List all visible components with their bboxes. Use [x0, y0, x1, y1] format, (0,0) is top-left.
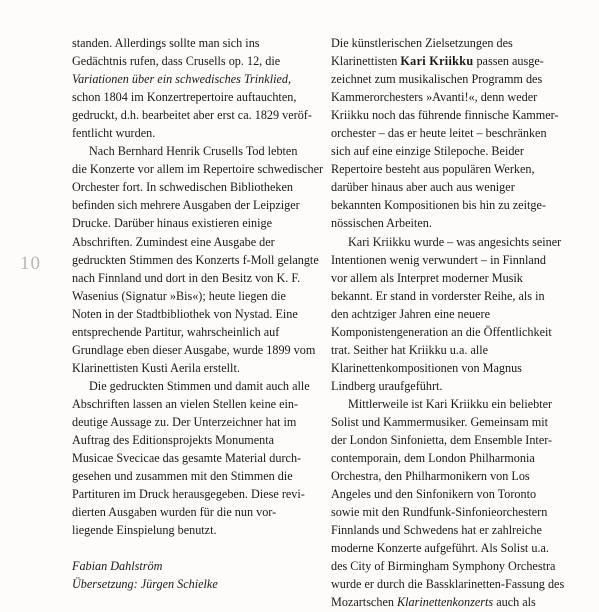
paragraph-2 — [331, 233, 573, 395]
text-line: der London Sinfonietta, dem Ensemble Inter- — [331, 433, 553, 448]
paragraph-3 — [331, 395, 573, 612]
text-line: Kari Kriikku wurde – was angesichts seiner — [348, 234, 562, 249]
text-line: Orchestra, den Philharmonikern von Los — [331, 469, 530, 484]
text-line: Nach Bernhard Henrik Crusells Tod lebten — [89, 144, 298, 159]
text-line: standen. Allerdings sollte man sich ins — [72, 36, 260, 50]
paragraph-1 — [72, 34, 312, 142]
text-line: gedruckt, d.h. bearbeitet aber erst ca. 1829 veröf- — [72, 108, 312, 123]
text-line: Partituren im Druck herausgegeben. Diese revi- — [72, 487, 305, 502]
author-signature: Fabian Dahlström — [72, 559, 163, 574]
work-title: Klarinettenkonzerts — [397, 595, 494, 610]
text-line: Grundlage eben dieser Ausgabe, wurde 1899 vom — [72, 342, 316, 357]
text-line: Wasenius (Signatur »Bis«); heute liegen die — [72, 288, 286, 303]
paragraph-2 — [72, 142, 324, 377]
page-number: 10 — [20, 253, 41, 274]
text-line — [331, 593, 573, 611]
left-column — [72, 34, 324, 593]
text-line: Die künstlerischen Zielsetzungen des — [331, 36, 513, 50]
text-line: Repertoire besteht aus populären Werken, — [331, 162, 535, 177]
text-line: bekannten Kompositionen bis hin zu zeitge- — [331, 198, 546, 213]
text-line: darüber hinaus aber auch aus weniger — [331, 180, 515, 195]
text-line: Intentionen wenig verwundert – in Finnland — [331, 252, 546, 267]
translator-credit: Übersetzung: Jürgen Schielke — [72, 577, 218, 592]
text-line: Orchester fort. In schwedischen Bibliotheken — [72, 180, 293, 195]
text-line: befinden sich mehrere Ausgaben der Leipziger — [72, 198, 300, 213]
right-column — [331, 34, 573, 612]
paragraph-1 — [331, 34, 573, 233]
text-line: Klarinettenkompositionen von Magnus — [331, 360, 522, 375]
text-line: liegende Einspielung benutzt. — [72, 523, 217, 538]
text-line: bekannt. Er stand in vorderster Reihe, als in — [331, 288, 545, 303]
text-line: Mittlerweile ist Kari Kriikku ein beliebter — [348, 396, 553, 411]
text-line: Die gedruckten Stimmen und damit auch alle — [89, 378, 310, 393]
text-line: entsprechende Partitur, wahrscheinlich auf — [72, 324, 280, 339]
text-line: Abschriften lassen an vielen Stellen keine ein- — [72, 396, 299, 411]
text-line: orchester – das er heute leitet – beschränken — [331, 126, 547, 141]
text-line: den achtziger Jahren eine neuere — [331, 306, 491, 321]
text-line: Kriikku noch das führende finnische Kammer- — [331, 108, 559, 123]
text-line: Abschriften. Zumindest eine Ausgabe der — [72, 234, 275, 249]
text-line: Noten in der Stadtbibliothek von Nystad. Eine — [72, 306, 298, 321]
text-line: gedruckten Stimmen des Konzerts f-Moll gelangte — [72, 252, 319, 267]
text-line: Kammerorchesters »Avanti!«, denn weder — [331, 90, 538, 105]
text-line: des City of Birmingham Symphony Orchestra — [331, 559, 556, 574]
text-line: Komponistengeneration an die Öffentlichkeit — [331, 324, 552, 339]
text-line: vor allem als Interpret moderner Musik — [331, 270, 523, 285]
text-line: wurde er durch die Bassklarinetten-Fassung des — [331, 577, 565, 592]
text-line: moderne Konzerte aufgeführt. Als Solist u.a. — [331, 541, 549, 556]
text-line: die Konzerte vor allem im Repertoire schwedischer — [72, 162, 324, 177]
text-line: zeichnet zum musikalischen Programm des — [331, 72, 543, 87]
signature-block — [72, 557, 312, 593]
text-line: gesehen und zusammen mit den Stimmen die — [72, 469, 293, 484]
work-title-line: Variationen über ein schwedisches Trinklied, — [72, 72, 292, 87]
text-line: Auftrag des Editionsprojekts Monumenta — [72, 433, 275, 448]
text-segment: Klarinettisten — [331, 54, 401, 69]
text-segment: Mozartschen — [331, 595, 397, 610]
text-line: Gedächtnis rufen, dass Crusells op. 12, die — [72, 54, 281, 69]
text-line: fentlicht wurden. — [72, 126, 156, 141]
text-line: contemporain, dem London Philharmonia — [331, 451, 535, 466]
text-line: Solist und Kammermusiker. Gemeinsam mit — [331, 414, 548, 429]
text-line: schon 1804 im Konzertrepertoire auftauchten, — [72, 90, 297, 105]
text-line: Finnlands und Schwedens hat er zahlreiche — [331, 523, 542, 538]
text-line: deutige Aussage zu. Der Unterzeichner hat im — [72, 414, 297, 429]
text-segment: auch als — [493, 595, 536, 610]
text-line: nach Finnland und dort in den Besitz von K. F. — [72, 270, 301, 285]
text-line: Angeles und den Sinfonikern von Toronto — [331, 487, 537, 502]
text-line: dierten Ausgaben wurden für die nun vor- — [72, 505, 277, 520]
text-line: Klarinettisten Kusti Aerila erstellt. — [72, 360, 240, 375]
text-line — [331, 52, 573, 70]
text-line: sich auf eine einzige Stilepoche. Beider — [331, 144, 524, 159]
text-segment: passen ausge- — [473, 54, 544, 69]
text-line: Lindberg uraufgeführt. — [331, 378, 443, 393]
text-line: Drucke. Darüber hinaus existieren einige — [72, 216, 272, 231]
text-line: sowie mit den Rundfunk-Sinfonieorchestern — [331, 505, 548, 520]
text-line: trat. Seither hat Kriikku u.a. alle — [331, 342, 489, 357]
artist-name: Kari Kriikku — [400, 54, 474, 69]
text-line: Musicae Svecicae das gesamte Material durch- — [72, 451, 302, 466]
text-line: nössischen Arbeiten. — [331, 216, 432, 231]
paragraph-3 — [72, 377, 312, 539]
